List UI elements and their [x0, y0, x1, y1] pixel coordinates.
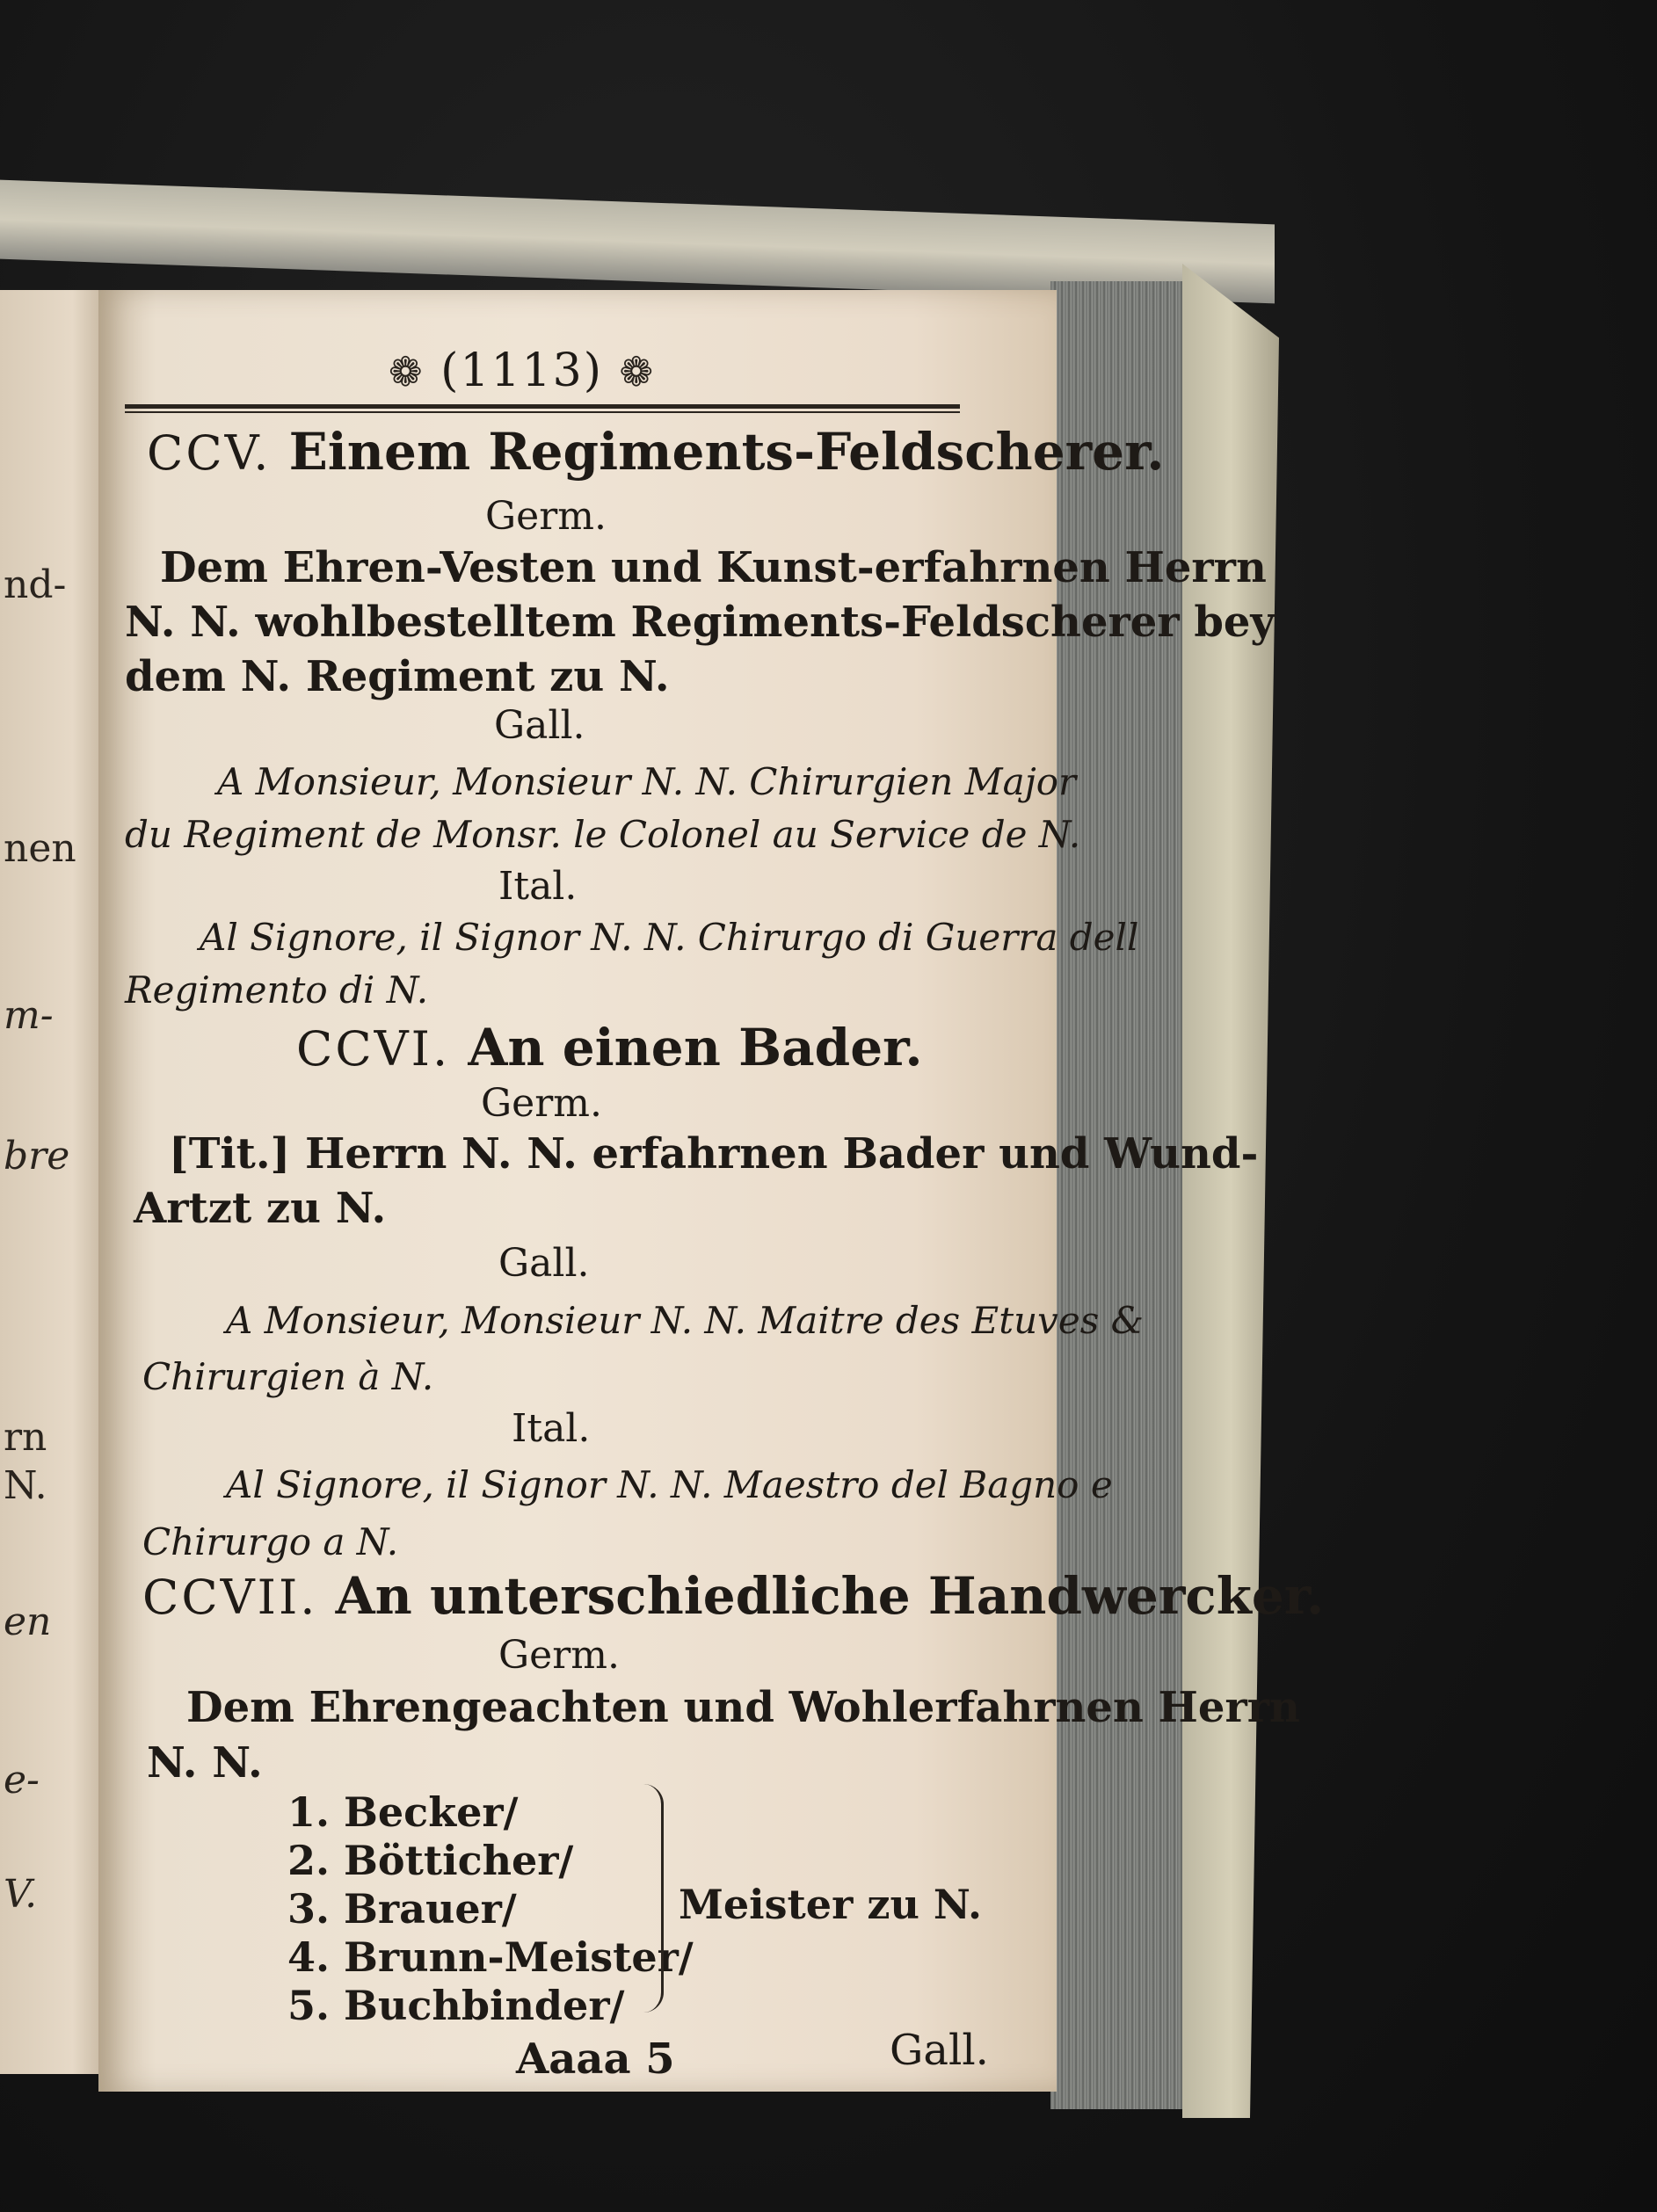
trade-item: 5. Buchbinder/: [287, 1982, 625, 2029]
ornament-icon: ❁: [389, 348, 425, 395]
left-fragment: rn: [4, 1415, 47, 1460]
trade-item: 1. Becker/: [287, 1788, 519, 1836]
section-title: An unterschiedliche Handwercker.: [335, 1566, 1325, 1626]
text-line: Al Signore, il Signor N. N. Chirurgo di Guerra dell: [200, 916, 1139, 959]
left-fragment: N.: [4, 1463, 47, 1508]
header-rule: [125, 411, 960, 413]
language-label: Gall.: [494, 703, 585, 748]
text-line: Chirurgo a N.: [142, 1520, 399, 1563]
text-line: A Monsieur, Monsieur N. N. Chirurgien Major: [217, 760, 1077, 803]
section-number: CCV.: [147, 425, 272, 481]
section-heading: [142, 1566, 1324, 1626]
section-title: An einen Bader.: [468, 1018, 923, 1077]
text-line: N. N.: [147, 1738, 263, 1788]
language-label: Germ.: [498, 1633, 620, 1678]
section-heading: [147, 422, 1165, 482]
text-line: Artzt zu N.: [134, 1184, 387, 1233]
text-line: [Tit.] Herrn N. N. erfahrnen Bader und Wund-: [169, 1129, 1259, 1179]
text-line: N. N. wohlbestelltem Regiments-Feldscherer bey: [125, 598, 1275, 647]
trade-item: 4. Brunn-Meister/: [287, 1933, 694, 1981]
text-line: Dem Ehrengeachten und Wohlerfahrnen Herrn: [186, 1683, 1300, 1732]
ornament-icon: ❁: [619, 348, 656, 395]
text-line: A Monsieur, Monsieur N. N. Maitre des Etuves &: [226, 1299, 1145, 1342]
text-line: Chirurgien à N.: [142, 1355, 434, 1398]
trade-item: 3. Brauer/: [287, 1885, 517, 1933]
section-number: CCVI.: [296, 1021, 451, 1077]
text-line: Regimento di N.: [125, 968, 429, 1012]
left-fragment: V.: [4, 1872, 38, 1917]
left-page-edge: [0, 290, 104, 2074]
left-fragment: nd-: [4, 562, 67, 607]
section-number: CCVII.: [142, 1570, 318, 1625]
language-label: Germ.: [485, 494, 607, 539]
page-number: (1113): [440, 344, 603, 397]
left-fragment: nen: [4, 826, 76, 871]
text-line: du Regiment de Monsr. le Colonel au Service de N.: [125, 813, 1081, 856]
header-rule: [125, 404, 960, 409]
signature-mark: Aaaa 5: [516, 2034, 675, 2084]
left-fragment: bre: [4, 1134, 70, 1179]
section-title: Einem Regiments-Feldscherer.: [288, 422, 1165, 482]
language-label: Gall.: [498, 1241, 590, 1286]
text-line: Al Signore, il Signor N. N. Maestro del Bagno e: [226, 1463, 1113, 1506]
trade-item: 2. Bötticher/: [287, 1837, 574, 1884]
text-line: dem N. Regiment zu N.: [125, 652, 670, 701]
curly-brace: [643, 1784, 664, 2013]
language-label: Germ.: [481, 1081, 602, 1126]
section-heading: [296, 1018, 923, 1077]
catchword: Gall.: [890, 2026, 989, 2075]
language-label: Ital.: [512, 1406, 591, 1451]
language-label: Ital.: [498, 864, 578, 909]
text-line: Dem Ehren-Vesten und Kunst-erfahrnen Herrn: [160, 543, 1267, 592]
left-fragment: e-: [4, 1758, 40, 1802]
running-header: [389, 344, 655, 397]
left-fragment: en: [4, 1599, 52, 1644]
trade-suffix: Meister zu N.: [679, 1881, 983, 1928]
book-page: [98, 290, 1325, 2092]
left-fragment: m-: [4, 993, 54, 1038]
